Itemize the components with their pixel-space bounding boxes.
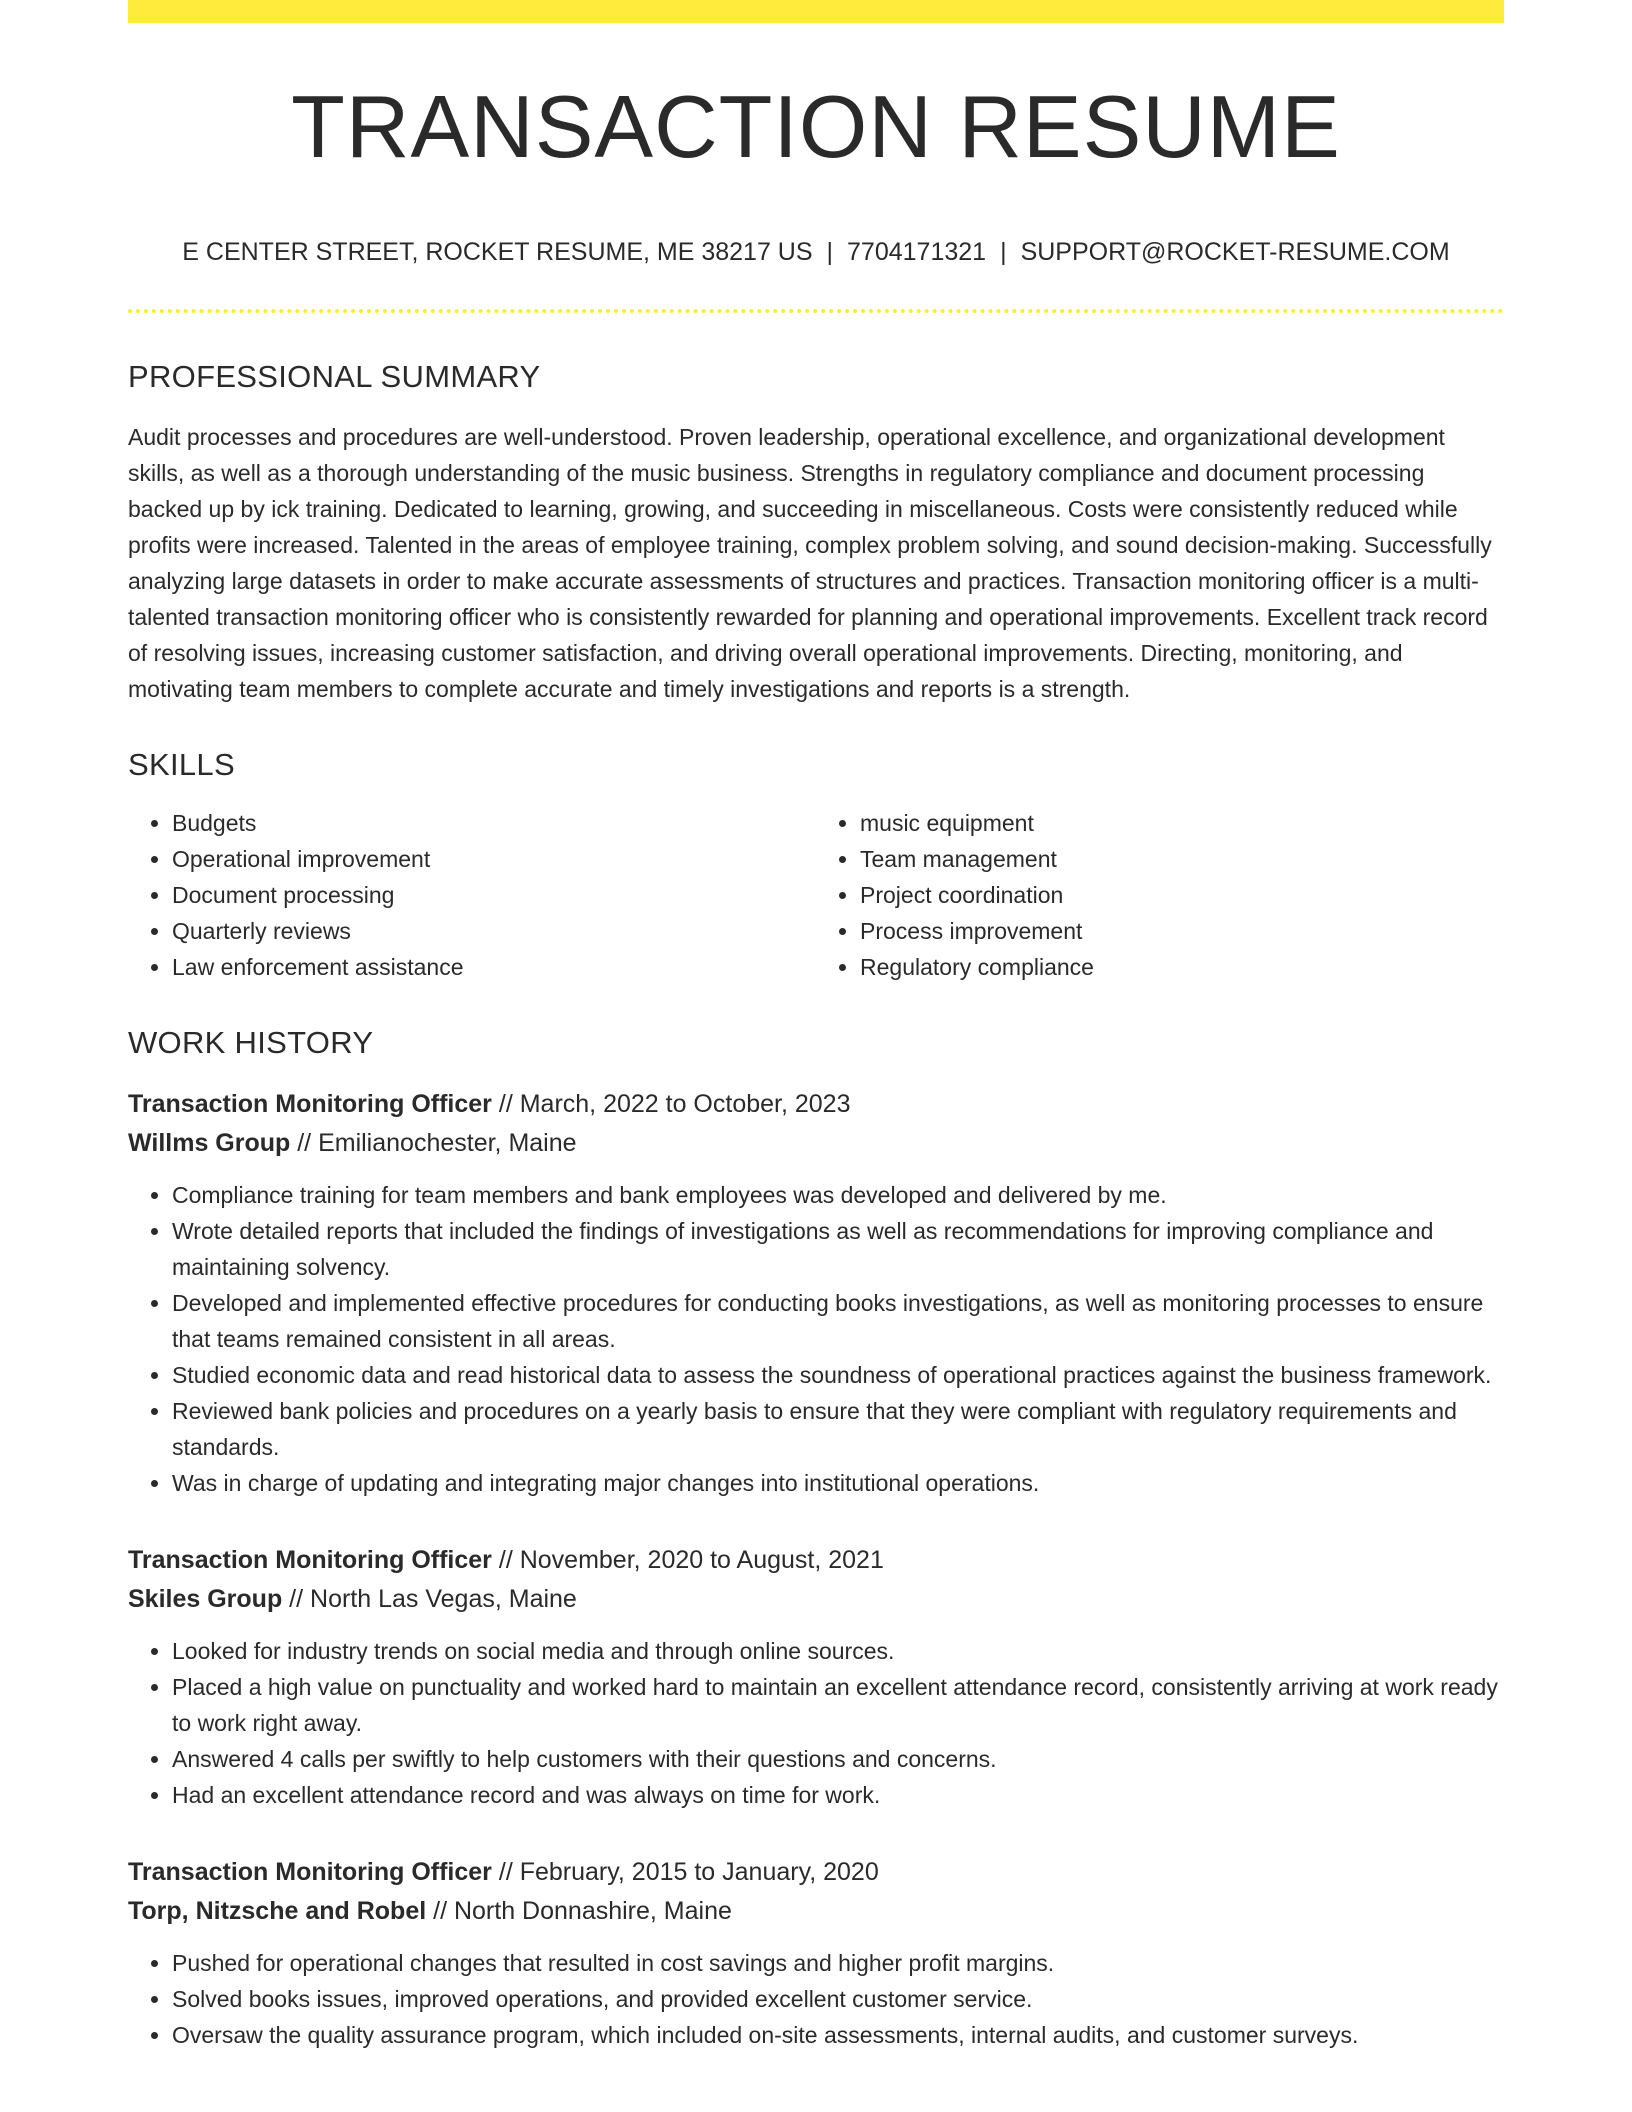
contact-separator: | <box>826 238 834 266</box>
skill-item: • Project coordination <box>860 877 1504 913</box>
job-company: Willms Group <box>128 1129 291 1157</box>
job-bullet: • Compliance training for team members and bank employees was developed and delivered by me. <box>172 1177 1504 1213</box>
job-company-line <box>128 1580 1504 1619</box>
job-divider: // <box>282 1585 311 1613</box>
job-title-line <box>128 1541 1504 1580</box>
job-bullet: • Studied economic data and read historical data to assess the soundness of operational practices against the business framework. <box>172 1357 1504 1393</box>
skills-list <box>128 805 1504 985</box>
job-dates: March, 2022 to October, 2023 <box>519 1090 851 1118</box>
job-bullet: • Wrote detailed reports that included the findings of investigations as well as recommendations for improving compliance and maintaining solvency. <box>172 1213 1504 1285</box>
skill-item: • Document processing <box>172 877 816 913</box>
skill-item: • Team management <box>860 841 1504 877</box>
job-divider: // <box>426 1897 454 1925</box>
resume-title: TRANSACTION RESUME <box>291 77 1341 176</box>
job-title-line <box>128 1853 1504 1892</box>
job-company: Torp, Nitzsche and Robel <box>128 1897 427 1925</box>
job-bullet: • Reviewed bank policies and procedures on a yearly basis to ensure that they were compliant with regulatory requirements and standards. <box>172 1393 1504 1465</box>
job-divider: // <box>491 1858 520 1886</box>
header-divider <box>128 309 1504 313</box>
job-location: Emilianochester, Maine <box>318 1129 577 1157</box>
contact-phone: 7704171321 <box>847 238 987 266</box>
job-bullet: • Answered 4 calls per swiftly to help customers with their questions and concerns. <box>172 1741 1504 1777</box>
job-bullets <box>128 1945 1504 2053</box>
resume-content <box>128 0 1504 2053</box>
job-company: Skiles Group <box>128 1585 283 1613</box>
skill-item: • music equipment <box>860 805 1504 841</box>
job-entry <box>128 1085 1504 1501</box>
skill-item: • Operational improvement <box>172 841 816 877</box>
skill-item: • Process improvement <box>860 913 1504 949</box>
job-bullet: • Solved books issues, improved operations, and provided excellent customer service. <box>172 1981 1504 2017</box>
job-entry <box>128 1853 1504 2053</box>
job-entry <box>128 1541 1504 1813</box>
job-title: Transaction Monitoring Officer <box>128 1546 492 1574</box>
work-heading: WORK HISTORY <box>128 1025 374 1060</box>
skill-item: • Regulatory compliance <box>860 949 1504 985</box>
job-title-line <box>128 1085 1504 1124</box>
summary-heading: PROFESSIONAL SUMMARY <box>128 359 541 394</box>
job-location: North Las Vegas, Maine <box>310 1585 577 1613</box>
job-bullets <box>128 1177 1504 1501</box>
summary-text: Audit processes and procedures are well-understood. Proven leadership, operational excellence, and organizational development skills, as well as a thorough understanding of the music business. Strengths in regulatory compliance and document processing backed up by ick training. Dedicated to learning, growing, and succeeding in miscellaneous. Costs were consistently reduced while profits were increased. Talented in the areas of employee training, complex problem solving, and sound decision-making. Successfully analyzing large datasets in order to make accurate assessments of structures and practices. Transaction monitoring officer is a multi-talented transaction monitoring officer who is consistently rewarded for planning and operational improvements. Excellent track record of resolving issues, increasing customer satisfaction, and driving overall operational improvements. Directing, monitoring, and motivating team members to complete accurate and timely investigations and reports is a strength. <box>128 424 1492 702</box>
contact-line <box>128 237 1504 267</box>
job-dates: November, 2020 to August, 2021 <box>519 1546 884 1574</box>
job-bullet: • Oversaw the quality assurance program, which included on-site assessments, internal audits, and customer surveys. <box>172 2017 1504 2053</box>
job-location: North Donnashire, Maine <box>453 1897 732 1925</box>
contact-address: E CENTER STREET, ROCKET RESUME, ME 38217 US <box>182 238 813 266</box>
job-bullet: • Was in charge of updating and integrating major changes into institutional operations. <box>172 1465 1504 1501</box>
skill-item: • Quarterly reviews <box>172 913 816 949</box>
job-title: Transaction Monitoring Officer <box>128 1090 492 1118</box>
job-bullet: • Developed and implemented effective procedures for conducting books investigations, as well as monitoring processes to ensure that teams remained consistent in all areas. <box>172 1285 1504 1357</box>
contact-separator: | <box>1000 238 1007 266</box>
job-bullet: • Pushed for operational changes that resulted in cost savings and higher profit margins. <box>172 1945 1504 1981</box>
job-company-line <box>128 1124 1504 1163</box>
job-title: Transaction Monitoring Officer <box>128 1858 492 1886</box>
job-bullet: • Placed a high value on punctuality and worked hard to maintain an excellent attendance record, consistently arriving at work ready to work right away. <box>172 1669 1504 1741</box>
job-divider: // <box>290 1129 319 1157</box>
job-bullets <box>128 1633 1504 1813</box>
skills-heading: SKILLS <box>128 747 235 782</box>
skill-item: • Law enforcement assistance <box>172 949 816 985</box>
skill-item: • Budgets <box>172 805 816 841</box>
job-divider: // <box>491 1546 520 1574</box>
contact-email: SUPPORT@ROCKET-RESUME.COM <box>1020 238 1450 266</box>
skills-column-right <box>816 805 1504 985</box>
skills-column-left <box>128 805 816 985</box>
job-bullet: • Looked for industry trends on social media and through online sources. <box>172 1633 1504 1669</box>
job-bullet: • Had an excellent attendance record and was always on time for work. <box>172 1777 1504 1813</box>
job-divider: // <box>491 1090 520 1118</box>
job-dates: February, 2015 to January, 2020 <box>519 1858 879 1886</box>
top-accent-bar <box>128 0 1504 23</box>
job-company-line <box>128 1892 1504 1931</box>
